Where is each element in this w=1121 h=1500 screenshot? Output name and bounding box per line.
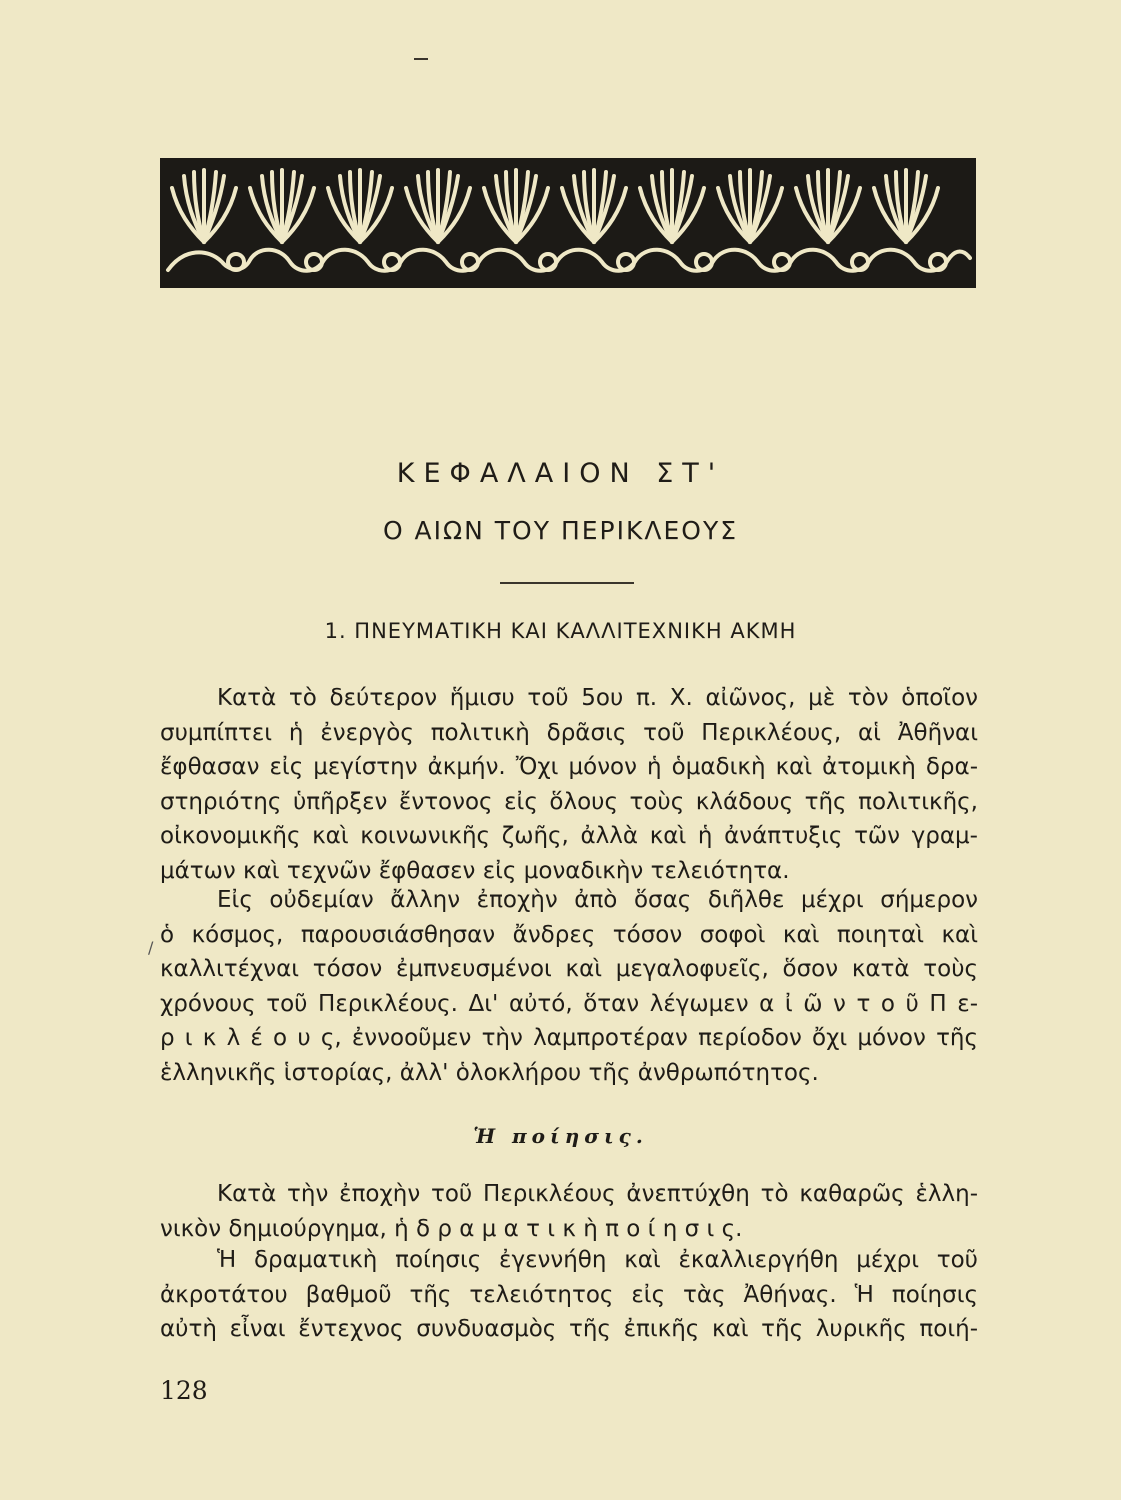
- chapter-subtitle: Ο ΑΙΩΝ ΤΟΥ ΠΕΡΙΚΛΕΟΥΣ: [382, 516, 739, 545]
- section-heading: 1. ΠΝΕΥΜΑΤΙΚΗ ΚΑΙ ΚΑΛΛΙΤΕΧΝΙΚΗ ΑΚΜΗ: [324, 619, 797, 643]
- palmette-frieze-ornament: [160, 158, 976, 288]
- text-line: Ἡ δραματικὴ ποίησις ἐγεννήθη καὶ ἐκαλλιεργήθη μέχρι τοῦ: [217, 1247, 978, 1273]
- text-line: Κατὰ τὸ δεύτερον ἥμισυ τοῦ 5ου π. Χ. αἰῶνος, μὲ τὸν ὁποῖον: [217, 685, 978, 711]
- text-line: μάτων καὶ τεχνῶν ἔφθασεν εἰς μοναδικὴν τελειότητα.: [160, 857, 790, 884]
- page-number: 128: [160, 1376, 208, 1405]
- text-line: ρ ι κ λ έ ο υ ς, ἐννοοῦμεν τὴν λαμπροτέραν περίοδον ὄχι μόνον τῆς: [160, 1025, 978, 1051]
- text-line: συμπίπτει ἡ ἐνεργὸς πολιτικὴ δρᾶσις τοῦ Περικλέους, αἱ Ἀθῆναι: [160, 719, 978, 746]
- text-line: νικὸν δημιούργημα, ἡ δ ρ α μ α τ ι κ ὴ π ο ί η σ ι ς.: [160, 1215, 743, 1242]
- paragraph-1: [160, 681, 978, 888]
- text-line: ἀκροτάτου βαθμοῦ τῆς τελειότητος εἰς τὰς Ἀθήνας. Ἡ ποίησις: [160, 1281, 978, 1308]
- text-line: στηριότης ὑπῆρξεν ἔντονος εἰς ὅλους τοὺς κλάδους τῆς πολιτικῆς,: [160, 788, 978, 815]
- chapter-title: ΚΕΦΑΛΑΙΟΝ ΣΤ': [396, 458, 725, 489]
- paragraph-2: [160, 883, 978, 1090]
- top-dash-mark: [414, 58, 428, 60]
- text-line: καλλιτέχναι τόσον ἐμπνευσμένοι καὶ μεγαλοφυεῖς, ὅσον κατὰ τοὺς: [160, 956, 978, 982]
- text-line: Εἰς οὐδεμίαν ἄλλην ἐποχὴν ἀπὸ ὅσας διῆλθε μέχρι σήμερον: [217, 887, 978, 913]
- text-line: οἰκονομικῆς καὶ κοινωνικῆς ζωῆς, ἀλλὰ καὶ ἡ ἀνάπτυξις τῶν γραμ-: [160, 823, 978, 849]
- paragraph-3: [160, 1177, 978, 1246]
- text-line: Κατὰ τὴν ἐποχὴν τοῦ Περικλέους ἀνεπτύχθη τὸ καθαρῶς ἑλλη-: [217, 1181, 978, 1207]
- text-line: ὁ κόσμος, παρουσιάσθησαν ἄνδρες τόσον σοφοὶ καὶ ποιηταὶ καὶ: [160, 921, 978, 948]
- text-line: αὐτὴ εἶναι ἔντεχνος συνδυασμὸς τῆς ἐπικῆς καὶ τῆς λυρικῆς ποιή-: [160, 1316, 978, 1342]
- text-line: ἑλληνικῆς ἱστορίας, ἀλλ' ὁλοκλήρου τῆς ἀνθρωπότητος.: [160, 1059, 819, 1086]
- poetry-subheading: Ἡ ποίησις.: [473, 1124, 648, 1148]
- paragraph-4: [160, 1243, 978, 1347]
- text-line: χρόνους τοῦ Περικλέους. Δι' αὐτό, ὅταν λέγωμεν α ἰ ῶ ν τ ο ῦ Π ε-: [160, 990, 978, 1017]
- palmette-frieze-icon: [164, 162, 972, 284]
- title-divider: [500, 582, 634, 584]
- text-line: ἔφθασαν εἰς μεγίστην ἀκμήν. Ὄχι μόνον ἡ ὁμαδικὴ καὶ ἀτομικὴ δρα-: [160, 754, 978, 780]
- margin-mark: /: [148, 938, 154, 957]
